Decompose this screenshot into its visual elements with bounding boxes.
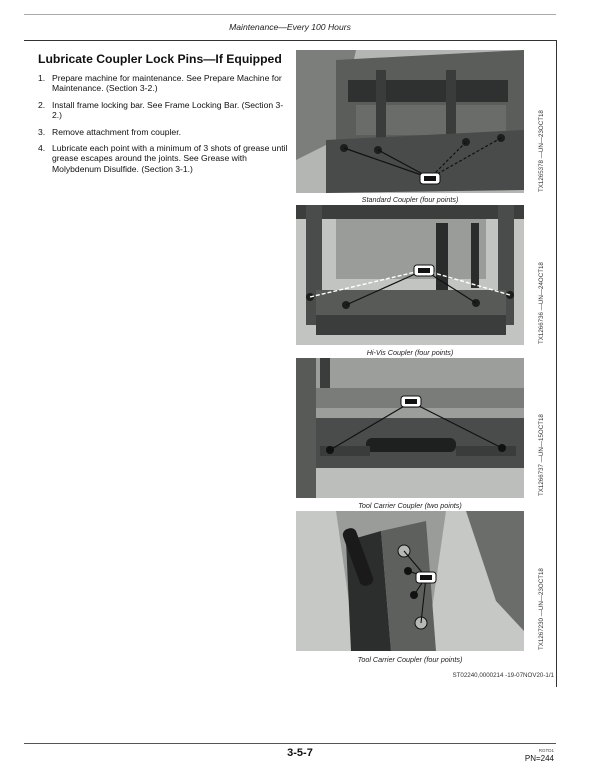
- step-text: Install frame locking bar. See Frame Locking Bar. (Section 3-2.): [52, 99, 284, 121]
- figure-caption: Tool Carrier Coupler (two points): [358, 501, 462, 510]
- header-rule: [24, 14, 556, 15]
- step-text: Prepare machine for maintenance. See Prepare Machine for Maintenance. (Section 3-2.): [52, 73, 282, 94]
- figure-standard-coupler: [296, 50, 524, 193]
- figure-caption: Standard Coupler (four points): [361, 195, 459, 204]
- figure-id: TX1266736 —UN—24OCT18: [538, 262, 545, 344]
- figure-tool-carrier-two: [296, 358, 524, 498]
- page-number: 3-5-7: [287, 747, 313, 759]
- footer-code: RGTD1: [538, 748, 554, 753]
- step-item: [38, 127, 288, 137]
- figure-id: TX1267230 —UN—23OCT18: [538, 568, 545, 650]
- step-item: [38, 100, 288, 121]
- figure-caption: Tool Carrier Coupler (four points): [357, 655, 463, 664]
- running-header: Maintenance—Every 100 Hours: [229, 22, 351, 32]
- figure-caption: Hi-Vis Coupler (four points): [366, 348, 454, 357]
- step-text: Lubricate each point with a minimum of 3 shots of grease until grease escapes around the joints. See Grease with Molybdenum Disulfide. (Section 3-1.): [52, 143, 288, 174]
- figure-hivis-coupler: [296, 205, 524, 345]
- figure-id: TX1266737 —UN—15OCT18: [538, 414, 545, 496]
- footer-rule: [24, 743, 556, 744]
- page-pn: PN=244: [524, 754, 554, 763]
- step-number: 4.: [38, 143, 46, 154]
- figure-id: TX1265378 —UN—23OCT18: [538, 110, 545, 192]
- procedure-steps: [38, 73, 288, 180]
- step-item: [38, 143, 288, 174]
- step-text: Remove attachment from coupler.: [52, 126, 181, 137]
- step-item: [38, 73, 288, 94]
- step-number: 1.: [38, 73, 46, 83]
- step-number: 2.: [38, 99, 46, 110]
- figure-tool-carrier-four: [296, 511, 524, 651]
- section-title: Lubricate Coupler Lock Pins—If Equipped: [38, 52, 282, 66]
- document-reference: ST02240,0000214 -19-07NOV20-1/1: [452, 672, 554, 679]
- step-number: 3.: [38, 126, 46, 137]
